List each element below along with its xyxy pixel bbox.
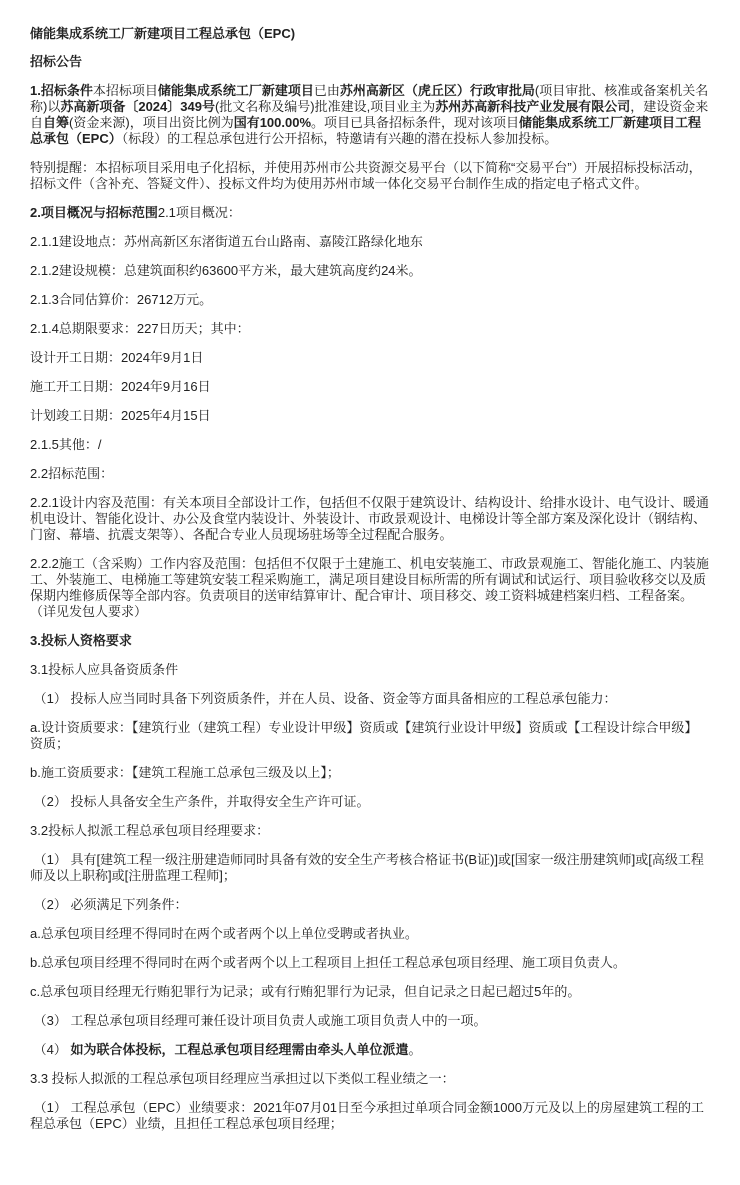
text-run: 3.2投标人拟派工程总承包项目经理要求： [30, 823, 270, 838]
text-run: （2） 必须满足下列条件： [30, 897, 188, 912]
paragraph [30, 926, 710, 942]
paragraph [30, 321, 710, 337]
announcement-heading: 招标公告 [30, 54, 83, 69]
paragraph [30, 765, 710, 781]
text-run: 。项目已具备招标条件，现对该项目 [311, 115, 520, 130]
paragraph [30, 720, 710, 752]
text-run: 施工开工日期：2024年9月16日 [30, 379, 211, 394]
bold-text-run: 2.项目概况与招标范围 [30, 205, 158, 220]
text-run: （标段）的工程总承包进行公开招标，特邀请有兴趣的潜在投标人参加投标。 [121, 131, 558, 146]
text-run: （2） 投标人具备安全生产条件，并取得安全生产许可证。 [30, 794, 370, 809]
text-run: 2.1.2建设规模：总建筑面积约63600平方米，最大建筑高度约24米。 [30, 263, 422, 278]
bold-text-run: 国有100.00% [233, 115, 312, 130]
text-run: 2.1.4总期限要求：227日历天；其中： [30, 321, 250, 336]
bold-text-run: 如为联合体投标，工程总承包项目经理需由牵头人单位派遣 [70, 1042, 409, 1057]
paragraph [30, 984, 710, 1000]
bold-text-run: 3.投标人资格要求 [30, 633, 132, 648]
text-run: 2.2招标范围： [30, 466, 114, 481]
paragraph [30, 823, 710, 839]
paragraph [30, 205, 710, 221]
text-run: b.施工资质要求：【建筑工程施工总承包三级及以上】； [30, 765, 340, 780]
text-run: 2.1.3合同估算价：26712万元。 [30, 292, 213, 307]
text-run: 2.2.2施工（含采购）工作内容及范围：包括但不仅限于土建施工、机电安装施工、市政景观施工、智能化施工、内装施工、外装施工、电梯施工等建筑安装工程采购施工，满足项目建设目标所需的所有调试和试运行、项目验收移交以及质保期内维修质保等全部内容。负责项目的送审结算审计、配合审计、项目移交、竣工资料城建档案归档、工程备案。 （详见发包人要求） [30, 556, 709, 619]
text-run: b.总承包项目经理不得同时在两个或者两个以上工程项目上担任工程总承包项目经理、施工项目负责人。 [30, 955, 626, 970]
text-run: 2.1项目概况： [157, 205, 241, 220]
bold-text-run: 苏高新项备〔2024〕349号 [60, 99, 215, 114]
text-run: a.设计资质要求：【建筑行业（建筑工程）专业设计甲级】资质或【建筑行业设计甲级】资质或【工程设计综合甲级】资质； [30, 720, 698, 751]
text-run: （4） [30, 1042, 71, 1057]
text-run: 2.2.1设计内容及范围：有关本项目全部设计工作，包括但不仅限于建筑设计、结构设计、给排水设计、电气设计、暖通机电设计、智能化设计、办公及食堂内装设计、外装设计、市政景观设计、电梯设计等全部方案及深化设计（钢结构、门窗、幕墙、抗震支架等）、各配合专业人员现场驻场等全过程配合服务。 [30, 495, 709, 542]
text-run: 3.3 投标人拟派的工程总承包项目经理应当承担过以下类似工程业绩之一： [30, 1071, 455, 1086]
paragraph [30, 83, 710, 147]
text-run: (项目审批、核准或备案机关名称)以 [30, 83, 709, 114]
text-run: (资金来源)，项目出资比例为 [69, 115, 234, 130]
document-body [30, 83, 710, 1132]
text-run: （1） 具有[建筑工程一级注册建造师同时具备有效的安全生产考核合格证书(B证)]或[国家一级注册建筑师]或[高级工程师及以上职称]或[注册监理工程师]； [30, 852, 704, 883]
bold-text-run: 储能集成系统工厂新建项目 [157, 83, 314, 98]
text-run: （1） 工程总承包（EPC）业绩要求：2021年07月01日至今承担过单项合同金额1000万元及以上的房屋建筑工程的工程总承包（EPC）业绩，且担任工程总承包项目经理； [30, 1100, 704, 1131]
text-run: 已由 [313, 83, 340, 98]
text-run: 。 [408, 1042, 422, 1057]
paragraph [30, 955, 710, 971]
paragraph [30, 1071, 710, 1087]
paragraph [30, 1013, 710, 1029]
text-run: 特别提醒：本招标项目采用电子化招标，并使用苏州市公共资源交易平台（以下简称“交易平台”）开展招标投标活动，招标文件（含补充、答疑文件）、投标文件均为使用苏州市域一体化交易平台制作生成的指定电子格式文件。 [30, 160, 702, 191]
document-title: 储能集成系统工厂新建项目工程总承包（EPC) [30, 26, 296, 41]
text-run: c.总承包项目经理无行贿犯罪行为记录；或有行贿犯罪行为记录，但自记录之日起已超过5年的。 [30, 984, 581, 999]
paragraph [30, 350, 710, 366]
text-run: （3） 工程总承包项目经理可兼任设计项目负责人或施工项目负责人中的一项。 [30, 1013, 487, 1028]
paragraph [30, 794, 710, 810]
bold-text-run: 苏州苏高新科技产业发展有限公司 [435, 99, 631, 114]
paragraph [30, 1100, 710, 1132]
paragraph [30, 263, 710, 279]
paragraph [30, 662, 710, 678]
text-run: （1） 投标人应当同时具备下列资质条件，并在人员、设备、资金等方面具备相应的工程总承包能力： [30, 691, 617, 706]
paragraph [30, 852, 710, 884]
paragraph [30, 379, 710, 395]
text-run: 3.1投标人应具备资质条件 [30, 662, 179, 677]
text-run: 本招标项目 [92, 83, 158, 98]
paragraph [30, 437, 710, 453]
text-run: a.总承包项目经理不得同时在两个或者两个以上单位受聘或者执业。 [30, 926, 418, 941]
text-run: 2.1.1建设地点：苏州高新区东渚街道五台山路南、嘉陵江路绿化地东 [30, 234, 423, 249]
bold-text-run: 1.招标条件 [30, 83, 93, 98]
paragraph [30, 1042, 710, 1058]
text-run: 计划竣工日期：2025年4月15日 [30, 408, 211, 423]
paragraph [30, 160, 710, 192]
bold-text-run: 储能集成系统工厂新建项目工程总承包（EPC） [30, 115, 702, 146]
bold-text-run: 自筹 [43, 115, 70, 130]
paragraph [30, 408, 710, 424]
bold-text-run: 苏州高新区（虎丘区）行政审批局 [339, 83, 535, 98]
paragraph [30, 633, 710, 649]
text-run: 2.1.5其他：/ [30, 437, 102, 452]
paragraph [30, 556, 710, 620]
paragraph [30, 234, 710, 250]
paragraph [30, 292, 710, 308]
paragraph [30, 897, 710, 913]
paragraph [30, 466, 710, 482]
paragraph [30, 495, 710, 543]
paragraph [30, 691, 710, 707]
text-run: 设计开工日期：2024年9月1日 [30, 350, 204, 365]
text-run: ，建设资金来自 [30, 99, 709, 130]
text-run: (批文名称及编号)批准建设,项目业主为 [214, 99, 436, 114]
